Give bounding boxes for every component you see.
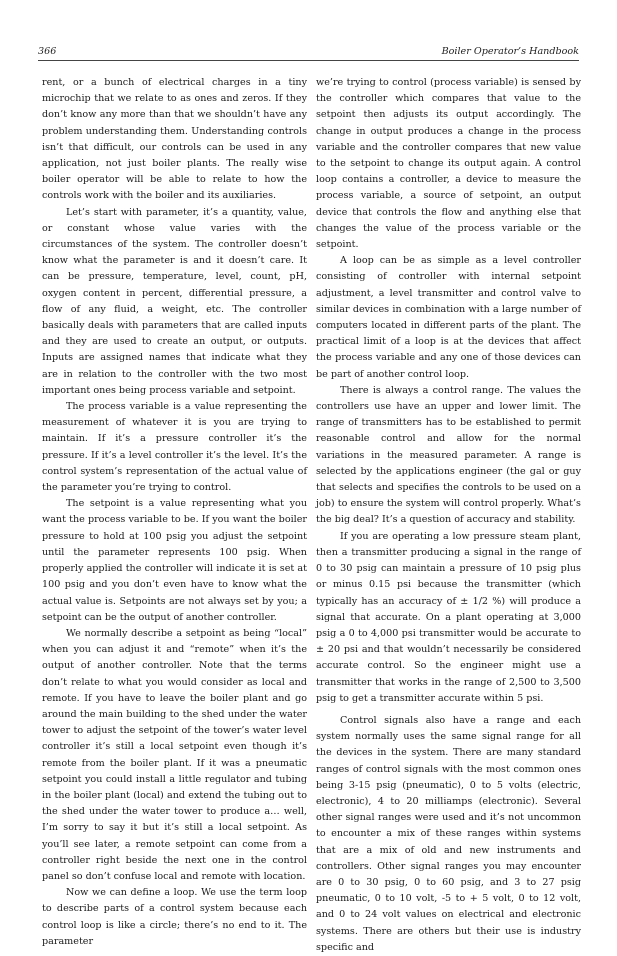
paragraph: Now we can define a loop. We use the term loop to describe parts of a control system because each control loop is like a circle; there’s no end to it. The parameter	[42, 887, 307, 947]
running-header	[38, 46, 579, 60]
paragraph: rent, or a bunch of electrical charges in a tiny microchip that we relate to as ones and zeros. If they don’t know any more than that we shouldn’t have any problem understanding them. Understanding controls isn’t that difficult, our controls can be used in any application, not just boiler plants. The really wise boiler operator will be able to relate to how the controls work with the boiler and its auxiliaries.	[42, 77, 307, 202]
paragraph: We normally describe a setpoint as being “local” when you can adjust it and “remote” when it’s the output of another controller. Note that the terms don’t relate to what you would consider as local and remote. If you have to leave the boiler plant and go around the main building to the shed under the water tower to adjust the setpoint of the tower’s water level controller it’s still a local setpoint even though it’s remote from the boiler plant. If it was a pneumatic setpoint you could install a little regulator and tubing in the boiler plant (local) and extend the tubing out to the shed under the water tower to produce a… well, I’m sorry to say it but it’s still a local setpoint. As you’ll see later, a remote setpoint can come from a controller right beside the next one in the control panel so don’t confuse local and remote with location.	[42, 627, 307, 882]
page-number: 366	[38, 46, 57, 57]
paragraph: The process variable is a value representing the measurement of whatever it is you are trying to maintain. If it’s a pressure controller it’s the pressure. If it’s a level controller it’s the level. It’s the control system’s representation of the actual value of the parameter you’re trying to control.	[42, 401, 307, 494]
book-title: Boiler Operator’s Handbook	[441, 46, 579, 57]
header-rule	[38, 60, 579, 61]
paragraph: we’re trying to control (process variable) is sensed by the controller which compares that value to the setpoint then adjusts its output accordingly. The change in output produces a change in the process variable and the controller compares that new value to the setpoint to change its output again. A control loop contains a controller, a device to measure the process variable, a source of setpoint, an output device that controls the flow and anything else that changes the value of the process variable or the setpoint.	[316, 77, 581, 251]
paragraph: If you are operating a low pressure steam plant, then a transmitter producing a signal in the range of 0 to 30 psig can maintain a pressure of 10 psig plus or minus 0.15 psi because the transmitter (which typically has an accuracy of ± 1/2 %) will produce a signal that accurate. On a plant operating at 3,000 psig a 0 to 4,000 psi transmitter would be accurate to ± 20 psi and that wouldn’t necessarily be considered accurate control. So the engineer might use a transmitter that works in the range of 2,500 to 3,500 psig to get a transmitter accurate within 5 psi.	[316, 530, 581, 704]
left-column	[42, 75, 307, 947]
paragraph: The setpoint is a value representing what you want the process variable to be. If you want the boiler pressure to hold at 100 psig you adjust the setpoint until the parameter represents 100 psig. When properly applied the controller will indicate it is set at 100 psig and you don’t even have to know what the actual value is. Setpoints are not always set by you; a setpoint can be the output of another controller.	[42, 498, 307, 623]
right-column	[316, 75, 581, 953]
paragraph: There is always a control range. The values the controllers use have an upper and lower limit. The range of transmitters has to be established to permit reasonable control and allow for the normal variations in the measured parameter. A range is selected by the applications engineer (the gal or guy that selects and specifies the controls to be used on a job) to ensure the system will control properly. What’s the big deal? It’s a question of accuracy and stability.	[316, 384, 581, 526]
paragraph: A loop can be as simple as a level controller consisting of controller with internal setpoint adjustment, a level transmitter and control valve to similar devices in combination with a large number of computers located in different parts of the plant. The practical limit of a loop is at the devices that affect the process variable and any one of those devices can be part of another control loop.	[316, 255, 581, 380]
paragraph: Let’s start with parameter, it’s a quantity, value, or constant whose value varies with the circumstances of the system. The controller doesn’t know what the parameter is and it doesn’t care. It can be pressure, temperature, level, count, pH, oxygen content in percent, differential pressure, a flow of any fluid, a weight, etc. The controller basically deals with parameters that are called inputs and they are used to create an output, or outputs. Inputs are assigned names that indicate what they are in relation to the controller with the two most important ones being process variable and setpoint.	[42, 206, 307, 396]
paragraph: Control signals also have a range and each system normally uses the same signal range for all the devices in the system. There are many standard ranges of control signals with the most common ones being 3-15 psig (pneumatic), 0 to 5 volts (electric, electronic), 4 to 20 milliamps (electronic). Several other signal ranges were used and it’s not uncommon to encounter a mix of these ranges within systems that are a mix of old and new instruments and controllers. Other signal ranges you may encounter are 0 to 30 psig, 0 to 60 psig, and 3 to 27 psig pneumatic, 0 to 10 volt, -5 to + 5 volt, 0 to 12 volt, and 0 to 24 volt values on electrical and electronic systems. There are others but their use is industry specific and	[316, 714, 581, 953]
